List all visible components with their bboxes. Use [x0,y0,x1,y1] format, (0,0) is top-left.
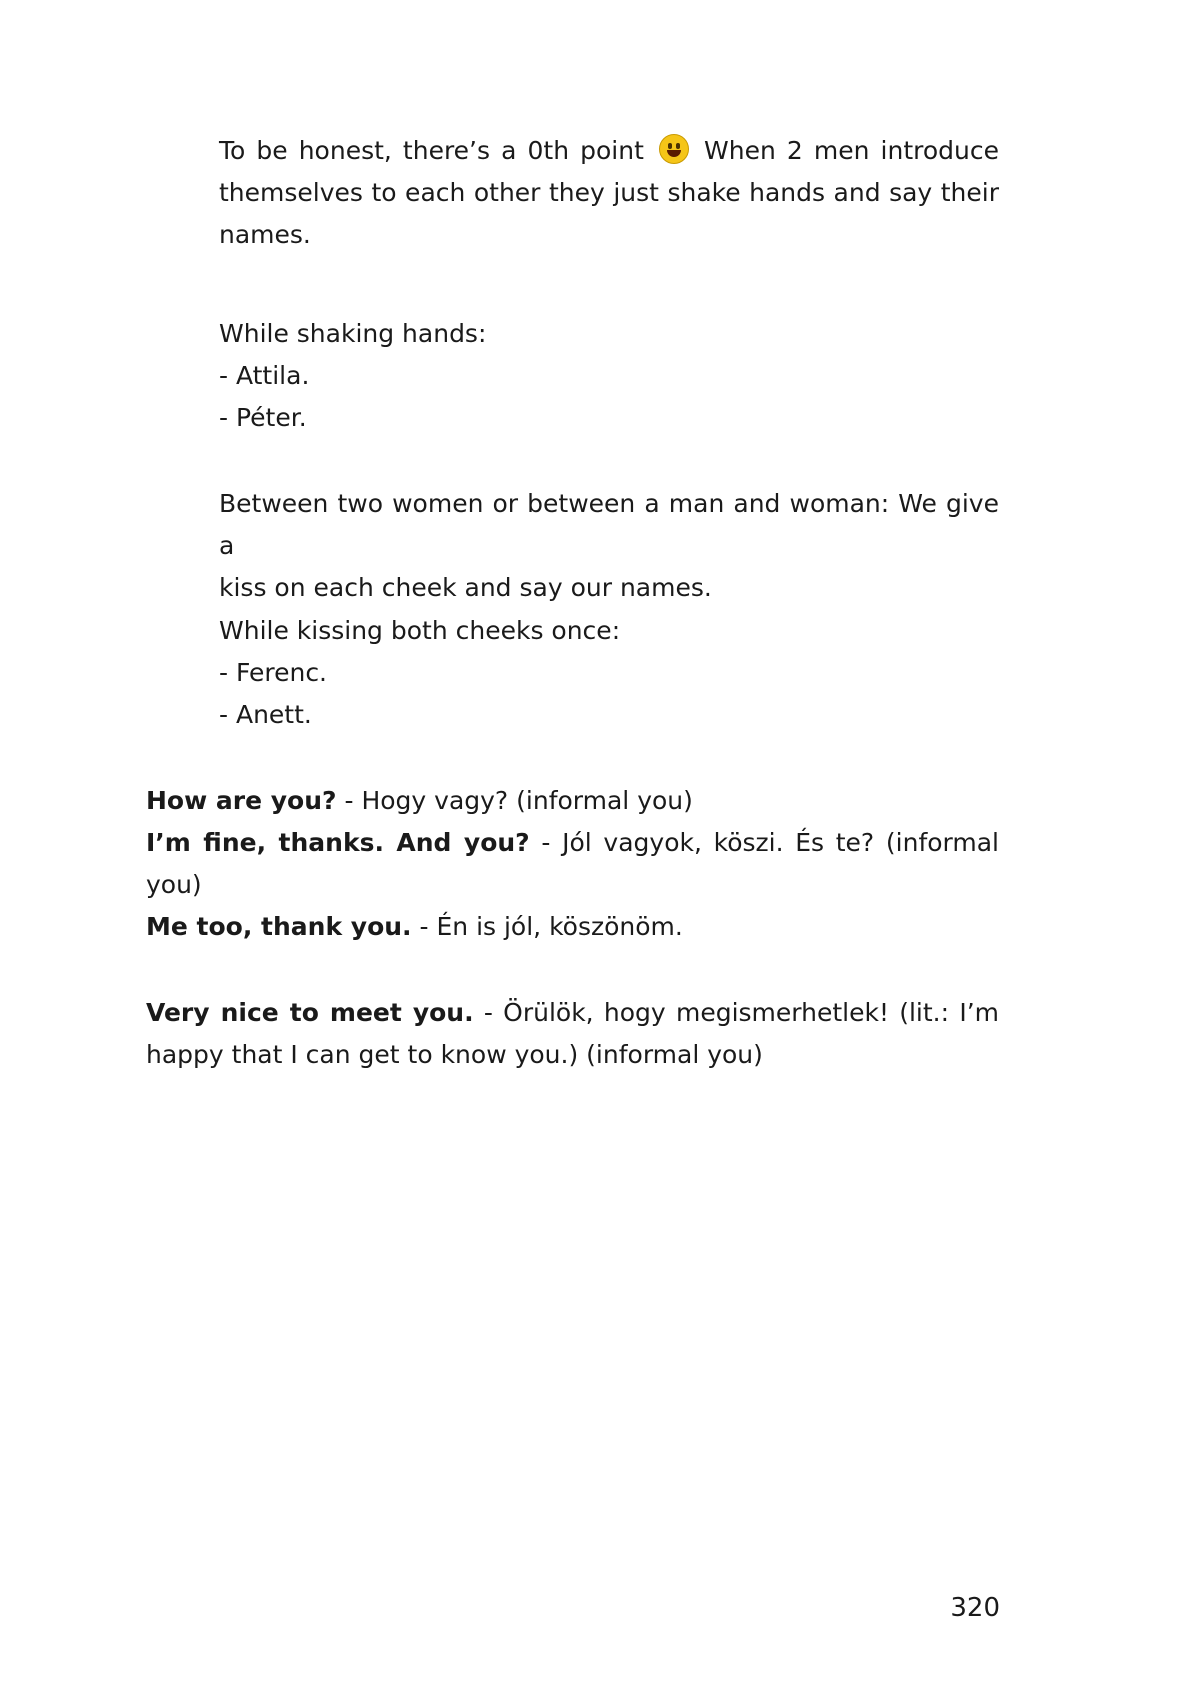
phrase-english: Very nice to meet you. [146,998,474,1027]
phrase-item [146,822,999,864]
phrase-hungarian: - Örülök, hogy megismerhetlek! (lit.: I’m [473,998,999,1027]
intro-line-3: names. [219,220,311,249]
intro-line-1 [219,130,999,172]
phrase-hungarian: - Én is jól, köszönöm. [411,912,683,941]
phrase-continuation: you) [146,870,202,899]
page-number: 320 [950,1593,1000,1623]
intro-line-2: themselves to each other they just shake hands and say their [219,178,999,207]
phrase-english: Me too, thank you. [146,912,412,941]
phrase-continuation: happy that I can get to know you.) (informal you) [146,1040,763,1069]
men-example [219,313,999,439]
men-example-name-1: - Attila. [219,361,310,390]
women-example-label: While kissing both cheeks once: [219,616,621,645]
women-para-line-2: kiss on each cheek and say our names. [219,573,712,602]
phrase-english: I’m fine, thanks. And you? [146,828,530,857]
women-example [219,610,999,736]
women-example-name-1: - Ferenc. [219,658,328,687]
phrase-item [146,992,999,1034]
phrase-item [146,906,999,948]
phrase-item [146,780,999,822]
phrase-list-2 [146,992,999,1076]
phrase-english: How are you? [146,786,337,815]
intro-paragraph [219,130,999,256]
men-example-label: While shaking hands: [219,319,487,348]
men-example-name-2: - Péter. [219,403,307,432]
intro-text-b: When 2 men introduce [704,136,999,165]
phrase-hungarian: - Hogy vagy? (informal you) [336,786,693,815]
women-paragraph [219,483,999,609]
women-para-line-1: Between two women or between a man and woman: We give a [219,489,999,560]
phrase-hungarian: - Jól vagyok, köszi. És te? (informal [529,828,999,857]
smiley-face-icon [659,134,689,164]
women-example-name-2: - Anett. [219,700,312,729]
intro-text-a: To be honest, there’s a 0th point [219,136,644,165]
phrase-list [146,780,999,948]
